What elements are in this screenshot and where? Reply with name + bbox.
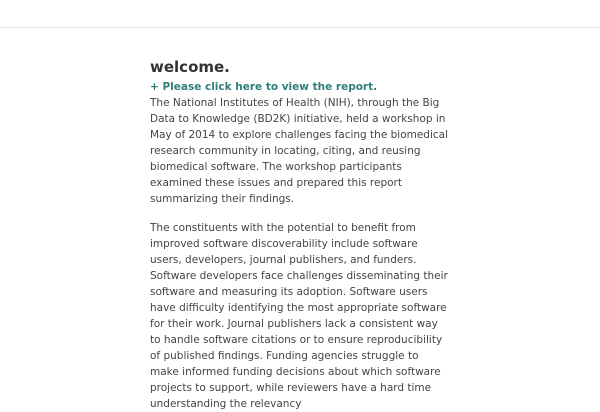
top-bar (0, 0, 600, 28)
page-title: welcome. (150, 58, 230, 76)
intro-paragraph: The National Institutes of Health (NIH), through the Big Data to Knowledge (BD2K) initiative, held a workshop in May of 2014 to explore challenges facing the biomedical research community in locating, citing, and reusing biomedical software. The workshop participants examined these issues and prepared this report summarizing their findings. (150, 97, 449, 205)
main-content (150, 56, 450, 412)
constituents-paragraph: The constituents with the potential to benefit from improved software discoverability include software users, developers, journal publishers, and funders. Software developers face challenges disseminating their software and measuring its adoption. Software users have difficulty identifying the most appropriate software for their work. Journal publishers lack a consistent way to handle software citations or to ensure reproducibility of published findings. Funding agencies struggle to make informed funding decisions about which software projects to support, while reviewers have a hard time understanding the relevancy (150, 222, 448, 410)
view-report-link[interactable]: + Please click here to view the report. (150, 81, 378, 93)
